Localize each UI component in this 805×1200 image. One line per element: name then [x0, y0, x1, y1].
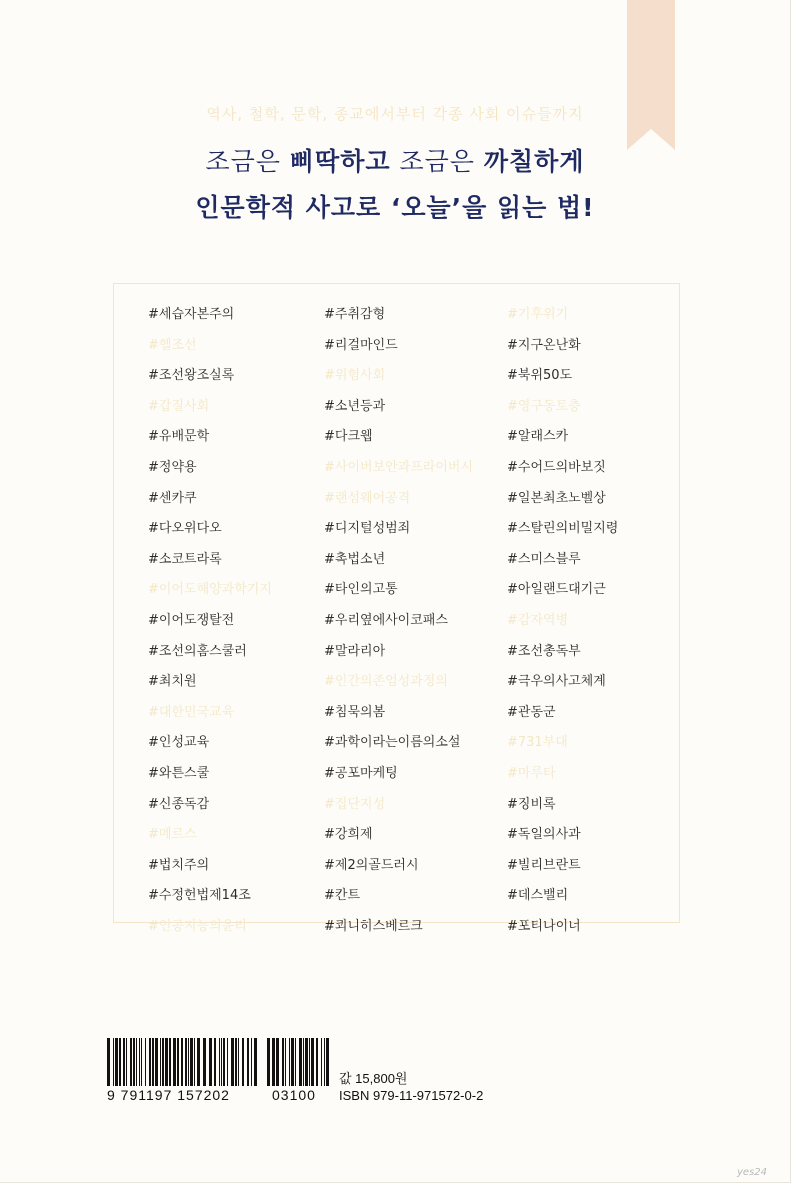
- hashtag-item: #센카쿠: [148, 490, 197, 506]
- headline-emphasis1: 삐딱하고: [289, 147, 391, 176]
- hashtag-item: #징비록: [507, 796, 556, 812]
- barcode-bar: [231, 1038, 234, 1086]
- barcode-bar: [272, 1038, 275, 1086]
- hashtag-item: #칸트: [324, 888, 361, 904]
- headline-emphasis2: 까칠하게: [483, 147, 585, 176]
- barcode-bar: [162, 1038, 164, 1086]
- barcode-bar: [238, 1038, 239, 1086]
- hashtag-item: #731부대: [507, 735, 568, 751]
- barcode-bar: [326, 1038, 329, 1086]
- isbn-label: ISBN 979-11-971572-0-2: [339, 1088, 484, 1103]
- barcode-bar: [149, 1038, 151, 1086]
- barcode-bar: [173, 1038, 176, 1086]
- hashtag-item: #갑질사회: [148, 398, 210, 414]
- hashtag-column-3: [507, 300, 618, 942]
- hashtag-item: #다크웹: [324, 429, 373, 445]
- barcode-bar: [190, 1038, 193, 1086]
- hashtag-item: #소년등과: [324, 398, 386, 414]
- hashtag-item: #최치원: [148, 674, 197, 690]
- hashtag-item: #타인의고통: [324, 582, 398, 598]
- barcode-bar: [285, 1038, 286, 1086]
- hashtag-item: #랜섬웨어공격: [324, 490, 411, 506]
- hashtag-item: #소코트라록: [148, 551, 222, 567]
- watermark: yes24: [737, 1167, 768, 1178]
- barcode-bar: [251, 1038, 252, 1086]
- barcode-bar: [177, 1038, 179, 1086]
- headline-line1: [0, 142, 790, 178]
- hashtag-item: #정약용: [148, 459, 197, 475]
- hashtag-item: #북위50도: [507, 368, 573, 384]
- barcode-bar: [223, 1038, 225, 1086]
- barcode-bar: [324, 1038, 325, 1086]
- addon-barcode-bars: [267, 1038, 329, 1086]
- hashtag-item: #유배문학: [148, 429, 210, 445]
- barcode-bar: [194, 1038, 195, 1086]
- barcode-bar: [276, 1038, 279, 1086]
- barcode-bar: [165, 1038, 168, 1086]
- barcode-bar: [221, 1038, 222, 1086]
- barcode-bar: [139, 1038, 140, 1086]
- hashtag-item: #리걸마인드: [324, 337, 398, 353]
- barcode-bar: [309, 1038, 310, 1086]
- barcode-bar: [185, 1038, 187, 1086]
- barcode-bar: [115, 1038, 118, 1086]
- barcode-bar: [123, 1038, 125, 1086]
- hashtag-item: #대한민국교육: [148, 704, 235, 720]
- hashtag-item: #인공지능의윤리: [148, 918, 247, 934]
- hashtag-item: #침묵의봄: [324, 704, 386, 720]
- price-label: 값 15,800원: [339, 1071, 408, 1086]
- barcode-bar: [227, 1038, 228, 1086]
- barcode-bar: [291, 1038, 294, 1086]
- barcode-bar: [126, 1038, 127, 1086]
- hashtag-item: #인간의존엄성과정의: [324, 674, 448, 690]
- barcode-bar: [289, 1038, 290, 1086]
- barcode-bar: [295, 1038, 296, 1086]
- barcode-bar: [299, 1038, 302, 1086]
- barcode-bar: [141, 1038, 142, 1086]
- barcode-bar: [316, 1038, 318, 1086]
- barcode-bar: [113, 1038, 114, 1086]
- hashtag-column-2: [324, 300, 473, 942]
- hashtag-item: #우리옆에사이코패스: [324, 612, 448, 628]
- barcode-bar: [242, 1038, 244, 1086]
- hashtag-item: #조선총독부: [507, 643, 581, 659]
- hashtag-item: #촉법소년: [324, 551, 386, 567]
- hashtag-item: #메르스: [148, 827, 197, 843]
- hashtag-item: #주취감형: [324, 307, 386, 322]
- barcode-bar: [133, 1038, 135, 1086]
- hashtag-box: [113, 283, 680, 934]
- hashtag-item: #데스밸리: [507, 888, 569, 904]
- barcode-bar: [188, 1038, 189, 1086]
- hashtag-item: #과학이라는이름의소설: [324, 735, 461, 751]
- hashtag-item: #공포마케팅: [324, 765, 398, 781]
- barcode-bar: [181, 1038, 183, 1086]
- hashtag-item: #빌리브란트: [507, 857, 581, 873]
- barcode-bar: [214, 1038, 216, 1086]
- hashtag-item: #조선왕조실록: [148, 368, 235, 384]
- ean-digits: 9 791197 157202: [107, 1087, 230, 1103]
- barcode-bar: [247, 1038, 249, 1086]
- barcode-bar: [203, 1038, 206, 1086]
- barcode-bar: [267, 1038, 270, 1086]
- headline-part3: 조금은: [390, 147, 484, 176]
- hashtag-item: #디지털성범죄: [324, 521, 411, 537]
- hashtag-item: #극우의사고체계: [507, 674, 606, 690]
- hashtag-item: #일본최초노벨상: [507, 490, 606, 506]
- bookmark-ribbon: [627, 0, 675, 150]
- hashtag-item: #수어드의바보짓: [507, 459, 606, 475]
- barcode-bar: [303, 1038, 304, 1086]
- barcode-bar: [107, 1038, 110, 1086]
- barcode-bar: [119, 1038, 121, 1086]
- barcode-bar: [160, 1038, 161, 1086]
- barcode-bar: [130, 1038, 132, 1086]
- hashtag-item: #지구온난화: [507, 337, 581, 353]
- hashtag-item: #말라리아: [324, 643, 386, 659]
- hashtag-item: #영구동토층: [507, 398, 581, 414]
- addon-digits: 03100: [272, 1087, 316, 1103]
- hashtag-item: #인성교육: [148, 735, 210, 751]
- hashtag-item: #아일랜드대기근: [507, 582, 606, 598]
- hashtag-item: #조선의홈스쿨러: [148, 643, 247, 659]
- hashtag-item: #제2의골드러시: [324, 857, 419, 873]
- barcode-bar: [136, 1038, 137, 1086]
- barcode-bar: [305, 1038, 308, 1086]
- hashtag-item: #다오위다오: [148, 521, 222, 537]
- hashtag-column-1: [148, 300, 272, 942]
- barcode-bar: [209, 1038, 212, 1086]
- barcode-bar: [169, 1038, 171, 1086]
- hashtag-item: #스미스블루: [507, 551, 581, 567]
- barcode-bar: [282, 1038, 284, 1086]
- barcode-bar: [235, 1038, 237, 1086]
- headline-line2: 인문학적 사고로 ‘오늘’을 읽는 법!: [195, 193, 595, 222]
- hashtag-item: #이어도해양과학기지: [148, 582, 272, 598]
- hashtag-item: #스탈린의비밀지령: [507, 521, 619, 537]
- hashtag-item: #위험사회: [324, 368, 386, 384]
- cover-subtitle: 역사, 철학, 문학, 종교에서부터 각종 사회 이슈들까지: [206, 105, 584, 123]
- hashtag-item: #강희제: [324, 827, 373, 843]
- hashtag-item: #기후위기: [507, 307, 569, 322]
- hashtag-item: #신종독감: [148, 796, 210, 812]
- hashtag-item: #집단지성: [324, 796, 386, 812]
- hashtag-item: #포티나이너: [507, 918, 581, 934]
- barcode-bar: [219, 1038, 220, 1086]
- barcode-bar: [321, 1038, 322, 1086]
- barcode-bar: [254, 1038, 257, 1086]
- hashtag-item: #헬조선: [148, 337, 197, 353]
- hashtag-item: #수정헌법제14조: [148, 888, 251, 904]
- headline-part1: 조금은: [205, 147, 290, 176]
- hashtag-item: #와튼스쿨: [148, 765, 210, 781]
- barcode-bar: [145, 1038, 146, 1086]
- hashtag-item: #독일의사과: [507, 827, 581, 843]
- hashtag-item: #감자역병: [507, 612, 569, 628]
- barcode-bar: [197, 1038, 200, 1086]
- hashtag-item: #사이버보안과프라이버시: [324, 459, 474, 475]
- hashtag-item: #쾨니히스베르크: [324, 918, 423, 934]
- hashtag-item: #이어도쟁탈전: [148, 612, 235, 628]
- barcode-bar: [152, 1038, 154, 1086]
- barcode-bar: [155, 1038, 158, 1086]
- hashtag-item: #세습자본주의: [148, 307, 235, 322]
- ean-barcode-bars: [107, 1038, 257, 1086]
- barcode-bar: [311, 1038, 314, 1086]
- hashtag-item: #법치주의: [148, 857, 210, 873]
- hashtag-item: #알래스카: [507, 429, 569, 445]
- hashtag-item: #마루타: [507, 765, 556, 781]
- hashtag-item: #관동군: [507, 704, 556, 720]
